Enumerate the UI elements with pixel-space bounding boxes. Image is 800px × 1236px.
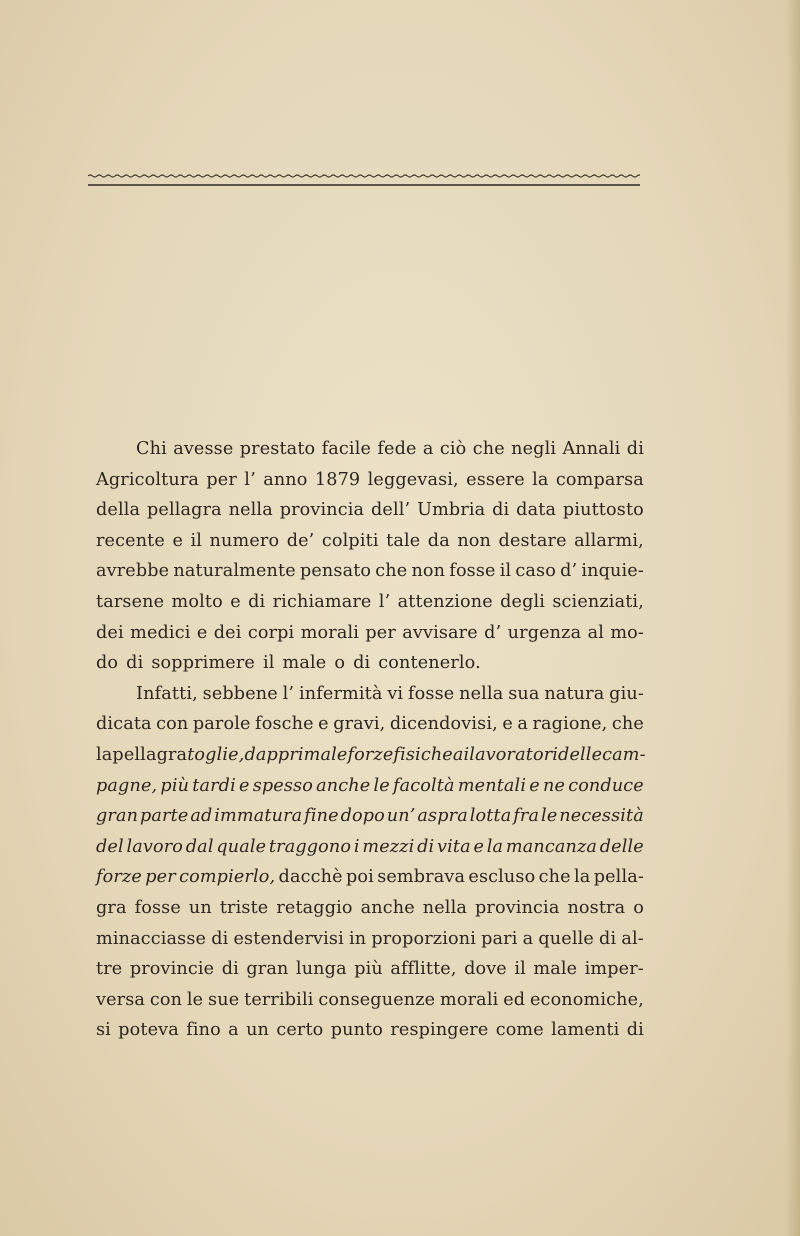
word: per (206, 469, 237, 490)
word: gran (96, 806, 139, 827)
word: pellagra (147, 500, 222, 521)
word: pari (481, 928, 518, 949)
text-line (96, 954, 644, 985)
word: ne (542, 775, 566, 796)
word: allarmi, (574, 530, 644, 551)
word: più (354, 959, 383, 980)
word: punto (330, 1020, 384, 1041)
word: data (516, 500, 557, 521)
word: gra (96, 897, 127, 918)
word: triste (219, 897, 269, 918)
word: mentali (457, 775, 527, 796)
word: prestato (239, 439, 316, 459)
word: un (246, 1020, 270, 1041)
text-line (96, 465, 644, 496)
word: di (211, 928, 229, 949)
word: male (282, 653, 327, 674)
word: a (422, 439, 434, 459)
word: parole (192, 714, 251, 735)
word: provincia (279, 500, 365, 521)
word: lamenti (551, 1020, 620, 1041)
word: fine (304, 806, 339, 827)
word: lunga (295, 959, 347, 980)
word: anno (263, 469, 308, 490)
word: e (502, 714, 513, 735)
word: di (417, 836, 435, 857)
word: de’ (286, 530, 315, 551)
word: conduce (568, 775, 644, 796)
text-line (96, 740, 644, 771)
word: conseguenze (318, 989, 436, 1010)
word: come (495, 1020, 544, 1041)
word: l’ (244, 469, 256, 490)
word: l’ (378, 591, 391, 612)
word: sopprimere (151, 653, 255, 674)
word: sebbene (202, 683, 278, 704)
word: di (492, 500, 510, 521)
word: tardi (192, 775, 236, 796)
word: facoltà (392, 775, 455, 796)
word: di (126, 653, 144, 674)
wavy-line (88, 175, 640, 177)
word: dei (213, 622, 242, 643)
word: lotta (469, 806, 512, 827)
word: necessità (559, 806, 644, 827)
word: lavoro (126, 836, 184, 857)
word: i (353, 836, 360, 857)
word: fisiche (393, 744, 453, 765)
word: dell’ (371, 500, 411, 521)
word: scienziati, (552, 591, 644, 612)
word: economiche, (530, 989, 644, 1010)
word: le (331, 744, 348, 765)
word: sue (208, 989, 240, 1010)
word: comparsa (555, 469, 644, 490)
word: quale (216, 836, 267, 857)
word: Umbria (417, 500, 486, 521)
word: delle (599, 836, 644, 857)
word: natura (544, 683, 605, 704)
word: di (626, 439, 644, 459)
word: che (611, 714, 644, 735)
word: attenzione (397, 591, 493, 612)
word: con (156, 714, 189, 735)
word: escluso (468, 867, 536, 888)
word: caso (515, 561, 556, 582)
word: e (196, 622, 208, 643)
word: con (149, 989, 183, 1010)
word: Annali (562, 439, 621, 459)
word: non (411, 561, 446, 582)
word: delle (558, 744, 603, 765)
word: di (221, 959, 239, 980)
word: e (172, 530, 183, 551)
text-line (96, 862, 644, 893)
word: che (375, 561, 408, 582)
word: nella (228, 500, 273, 521)
word: dapprima (244, 744, 332, 765)
word: richiamare (272, 591, 372, 612)
word: traggono (268, 836, 352, 857)
word: pellagra (112, 744, 188, 765)
word: ed (503, 989, 526, 1010)
word: sembrava (377, 867, 466, 888)
word: anche (316, 775, 371, 796)
word: gravi, (333, 714, 386, 735)
word: pella- (593, 867, 644, 888)
word: il (262, 653, 275, 674)
word: dicata (96, 714, 152, 735)
text-line (96, 526, 644, 557)
word: parte (140, 806, 189, 827)
word: per (365, 622, 396, 643)
word: d’ (484, 622, 502, 643)
word: fosche (255, 714, 314, 735)
word: mo- (610, 622, 644, 643)
word: proporzioni (371, 928, 476, 949)
word: la (573, 867, 591, 888)
word: avrebbe (96, 561, 170, 582)
word: pensato (299, 561, 372, 582)
word: che (538, 867, 571, 888)
word: toglie, (187, 744, 245, 765)
paragraph (96, 679, 644, 1046)
word: aspra (417, 806, 468, 827)
word: medici (130, 622, 191, 643)
word: negli (511, 439, 557, 459)
word: di (248, 591, 266, 612)
word: a (517, 714, 528, 735)
word: tre (96, 959, 123, 980)
word: e (239, 775, 250, 796)
word: molto (171, 591, 223, 612)
word: avvisare (402, 622, 478, 643)
word: il (190, 530, 203, 551)
text-line (96, 801, 644, 832)
word: a (228, 1020, 239, 1041)
word: forze (96, 867, 142, 888)
word: da (427, 530, 450, 551)
word: fosse (408, 683, 455, 704)
word: ciò (439, 439, 467, 459)
word: il (514, 959, 526, 980)
word: poteva (118, 1020, 179, 1041)
word: morali (440, 989, 499, 1010)
word: pagne, (96, 775, 158, 796)
word: leggevasi, (367, 469, 459, 490)
word: fede (377, 439, 417, 459)
word: certo (276, 1020, 324, 1041)
word: vi (387, 683, 404, 704)
word: degli (500, 591, 546, 612)
word: afflitte, (390, 959, 457, 980)
word: la (96, 744, 113, 765)
word: gran (246, 959, 289, 980)
word: dacchè (278, 867, 343, 888)
word: essere (466, 469, 525, 490)
word: dei (96, 622, 124, 643)
word: facile (321, 439, 372, 459)
word: l’ (282, 683, 295, 704)
word: o (633, 897, 644, 918)
word: Chi (136, 439, 167, 459)
word: recente (96, 530, 165, 551)
paragraph (96, 434, 644, 679)
word: imper- (584, 959, 644, 980)
text-line (96, 1015, 644, 1046)
text-line (96, 556, 644, 587)
word: poi (345, 867, 374, 888)
word: non (457, 530, 492, 551)
text-line (96, 648, 644, 679)
word: cam- (602, 744, 646, 765)
word: ai (452, 744, 470, 765)
word: e (230, 591, 241, 612)
word: e (318, 714, 329, 735)
word: si (96, 1020, 111, 1041)
word: corpi (247, 622, 295, 643)
word: e (473, 836, 485, 857)
text-line (96, 924, 644, 955)
word: terribili (244, 989, 314, 1010)
word: che (472, 439, 505, 459)
text-line (96, 832, 644, 863)
word: ragione, (532, 714, 608, 735)
word: al (587, 622, 604, 643)
word: d’ (560, 561, 578, 582)
page-edge-shadow (786, 0, 800, 1236)
word: respingere (390, 1020, 489, 1041)
word: di (599, 928, 617, 949)
word: numero (209, 530, 280, 551)
word: dopo (340, 806, 385, 827)
word: della (96, 500, 141, 521)
word: al- (621, 928, 644, 949)
word: piuttosto (562, 500, 644, 521)
word: contenerlo. (378, 653, 481, 674)
word: fosse (449, 561, 496, 582)
word: vita (437, 836, 471, 857)
word: mancanza (505, 836, 598, 857)
word: o (334, 653, 346, 674)
text-line (96, 679, 644, 710)
text-line (96, 618, 644, 649)
word: forze (347, 744, 394, 765)
text-line (96, 495, 644, 526)
word: urgenza (507, 622, 582, 643)
word: la (486, 836, 504, 857)
word: in (348, 928, 367, 949)
word: nostra (567, 897, 626, 918)
text-line (96, 893, 644, 924)
text-line (96, 771, 644, 802)
word: inquie- (581, 561, 644, 582)
word: nella (422, 897, 468, 918)
word: Infatti, (136, 683, 198, 704)
word: più (160, 775, 190, 796)
word: spesso (252, 775, 313, 796)
word: quelle (538, 928, 594, 949)
text-line (96, 587, 644, 618)
word: fosse (134, 897, 181, 918)
word: provincia (474, 897, 560, 918)
word: di (353, 653, 371, 674)
word: provincie (129, 959, 215, 980)
word: un’ (386, 806, 416, 827)
word: giu- (609, 683, 644, 704)
word: versa (96, 989, 146, 1010)
word: le (186, 989, 204, 1010)
word: naturalmente (173, 561, 296, 582)
text-line (96, 709, 644, 740)
word: retaggio (276, 897, 353, 918)
word: infermità (298, 683, 383, 704)
body-text (96, 434, 644, 1046)
word: Agricoltura (96, 469, 200, 490)
word: del (96, 836, 124, 857)
header-ornament-rule (88, 168, 640, 190)
word: immatura (214, 806, 303, 827)
word: un (188, 897, 212, 918)
word: 1879 (314, 469, 361, 490)
word: male (533, 959, 578, 980)
word: avesse (173, 439, 234, 459)
word: do (96, 653, 119, 674)
word: le (373, 775, 390, 796)
word: anche (360, 897, 415, 918)
word: le (541, 806, 558, 827)
word: dove (464, 959, 507, 980)
word: a (522, 928, 534, 949)
text-line (96, 434, 644, 465)
word: sua (508, 683, 540, 704)
word: estendervisi (233, 928, 344, 949)
word: e (529, 775, 540, 796)
word: compierlo, (179, 867, 276, 888)
word: la (532, 469, 549, 490)
text-line (96, 985, 644, 1016)
word: mezzi (362, 836, 415, 857)
word: fra (513, 806, 540, 827)
word: di (626, 1020, 644, 1041)
word: dal (185, 836, 214, 857)
word: morali (300, 622, 360, 643)
word: minacciasse (96, 928, 207, 949)
word: ad (190, 806, 213, 827)
word: nella (459, 683, 504, 704)
word: dicendovisi, (389, 714, 498, 735)
word: il (499, 561, 512, 582)
word: colpiti (321, 530, 379, 551)
word: tarsene (96, 591, 165, 612)
word: per (145, 867, 176, 888)
word: fino (186, 1020, 221, 1041)
word: destare (498, 530, 567, 551)
word: tale (386, 530, 421, 551)
word: lavoratori (469, 744, 559, 765)
